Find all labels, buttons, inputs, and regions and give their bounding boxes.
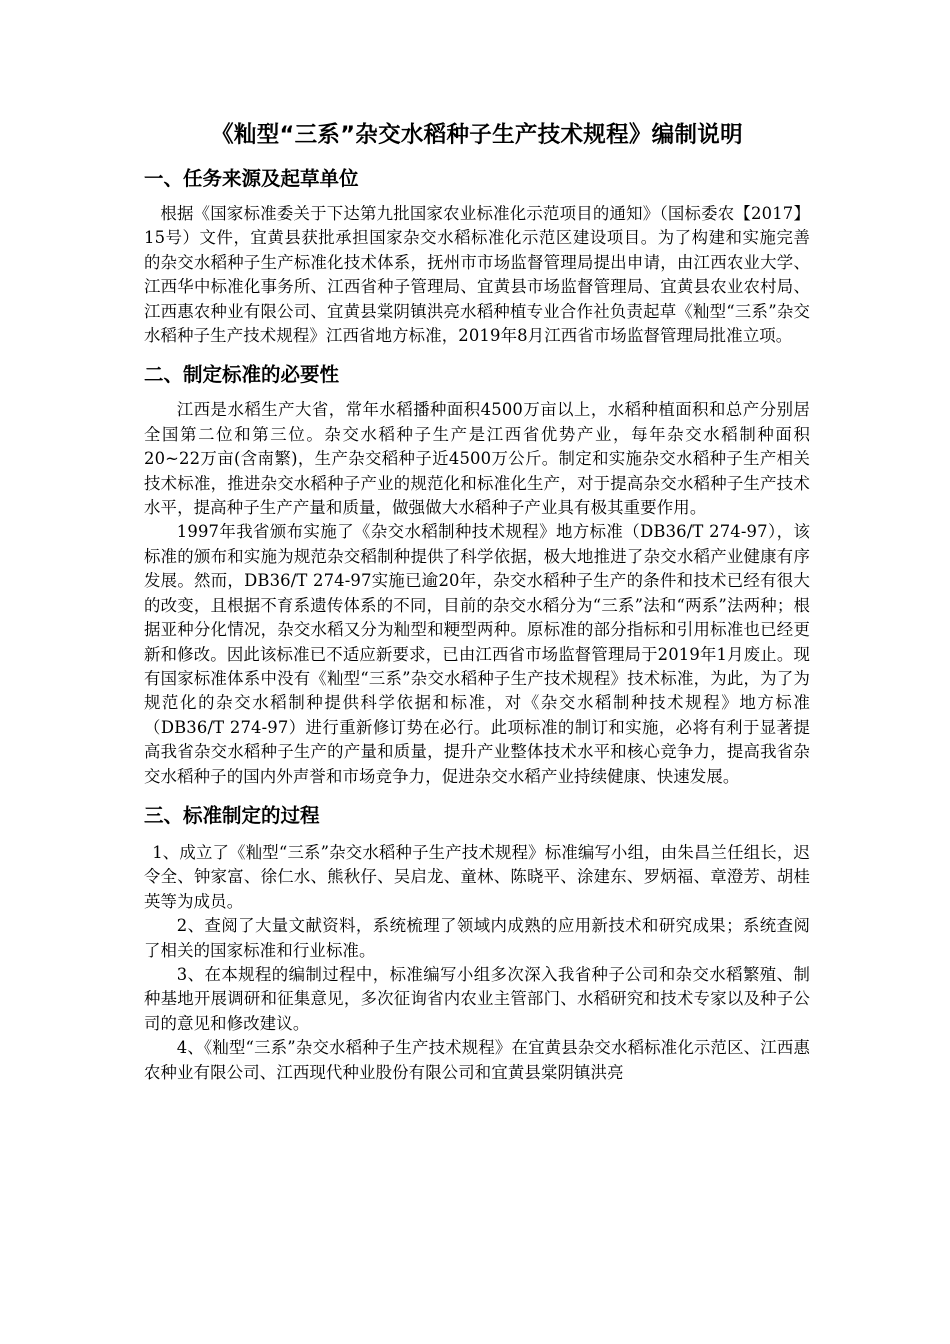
document-body <box>144 118 810 1097</box>
section-necessity <box>144 360 810 789</box>
section-heading: 二、制定标准的必要性 <box>144 363 340 387</box>
paragraph: 1、成立了《籼型“三系”杂交水稻种子生产技术规程》标准编写小组，由朱昌兰任组长，迟令全、钟家富、徐仁水、熊秋仔、吴启龙、童林、陈晓平、涂建东、罗炳福、章澄芳、胡桂英等为成员。 <box>144 842 810 911</box>
paragraph: 2、查阅了大量文献资料，系统梳理了领域内成熟的应用新技术和研究成果；系统查阅了相关的国家标准和行业标准。 <box>144 916 810 960</box>
paragraph: 江西是水稻生产大省，常年水稻播种面积4500万亩以上，水稻种植面积和总产分别居全国第二位和第三位。杂交水稻种子生产是江西省优势产业，每年杂交水稻制种面积20~22万亩(含南繁)，生产杂交稻种子近4500万公斤。制定和实施杂交水稻种子生产相关技术标准，推进杂交水稻种子产业的规范化和标准化生产，对于提高杂交水稻种子生产技术水平，提高种子生产产量和质量，做强做大水稻种子产业具有极其重要作用。 <box>144 400 810 518</box>
section-heading: 三、标准制定的过程 <box>144 803 320 827</box>
paragraph: 4、《籼型“三系”杂交水稻种子生产技术规程》在宜黄县杂交水稻标准化示范区、江西惠农种业有限公司、江西现代种业股份有限公司和宜黄县棠阴镇洪亮 <box>144 1038 810 1082</box>
section-process <box>144 801 810 1085</box>
document-title: 《籼型“三系”杂交水稻种子生产技术规程》编制说明 <box>211 122 743 148</box>
section-task-source <box>144 164 810 348</box>
section-heading: 一、任务来源及起草单位 <box>144 167 359 190</box>
paragraph: 3、在本规程的编制过程中，标准编写小组多次深入我省种子公司和杂交水稻繁殖、制种基地开展调研和征集意见，多次征询省内农业主管部门、水稻研究和技术专家以及种子公司的意见和修改建议。 <box>144 964 810 1033</box>
paragraph: 1997年我省颁布实施了《杂交水稻制种技术规程》地方标准（DB36/T 274-97），该标准的颁布和实施为规范杂交稻制种提供了科学依据，极大地推进了杂交水稻产业健康有序发展。然而，DB36/T 274-97实施已逾20年，杂交水稻种子生产的条件和技术已经有很大的改变，且根据不育系遗传体系的不同，目前的杂交水稻分为“三系”法和“两系”法两种；根据亚种分化情况，杂交水稻又分为籼型和粳型两种。原标准的部分指标和引用标准也已经更新和修改。因此该标准已不适应新要求，已由江西省市场监督管理局于2019年1月废止。现有国家标准体系中没有《籼型“三系”杂交水稻种子生产技术规程》技术标准，为此，为了为规范化的杂交水稻制种提供科学依据和标准，对《杂交水稻制种技术规程》地方标准（DB36/T 274-97）进行重新修订势在必行。此项标准的制订和实施，必将有利于显著提高我省杂交水稻种子生产的产量和质量，提升产业整体技术水平和核心竞争力，提高我省杂交水稻种子的国内外声誉和市场竞争力，促进杂交水稻产业持续健康、快速发展。 <box>144 522 810 786</box>
paragraph: 根据《国家标准委关于下达第九批国家农业标准化示范项目的通知》（国标委农【2017】15号）文件，宜黄县获批承担国家杂交水稻标准化示范区建设项目。为了构建和实施完善的杂交水稻种子生产标准化技术体系，抚州市市场监督管理局提出申请，由江西农业大学、江西华中标准化事务所、江西省种子管理局、宜黄县市场监督管理局、宜黄县农业农村局、江西惠农种业有限公司、宜黄县棠阴镇洪亮水稻种植专业合作社负责起草《籼型“三系”杂交水稻种子生产技术规程》江西省地方标准，2019年8月江西省市场监督管理局批准立项。 <box>144 204 810 346</box>
